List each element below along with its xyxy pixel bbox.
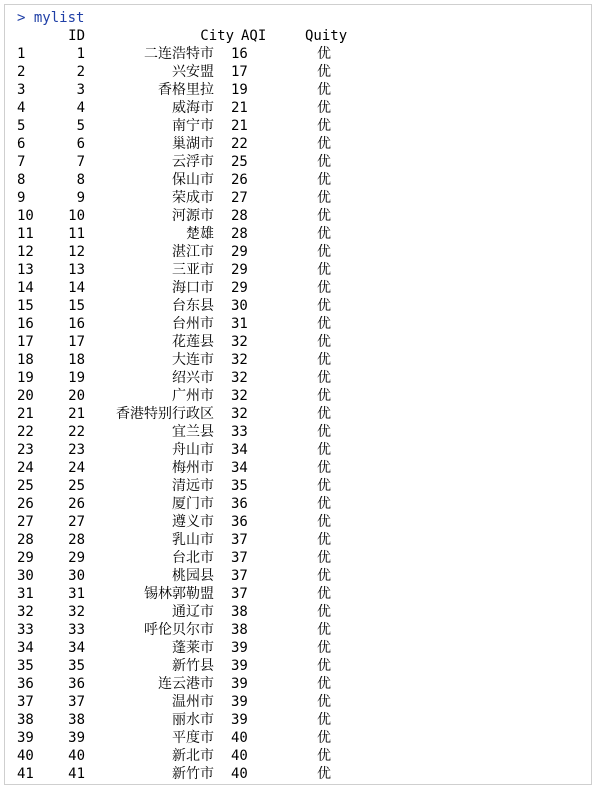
cell-quality: 优 [317,100,331,116]
row-number: 13 [17,262,34,278]
cell-id: 23 [68,442,85,458]
cell-quality: 优 [317,478,331,494]
cell-quality: 优 [317,676,331,692]
cell-city: 乳山市 [172,532,214,548]
table-row [5,81,591,99]
table-row [5,765,591,783]
table-row [5,585,591,603]
cell-aqi: 34 [231,460,248,476]
cell-quality: 优 [317,496,331,512]
cell-aqi: 40 [231,748,248,764]
cell-aqi: 32 [231,334,248,350]
cell-city: 香港特别行政区 [116,406,214,422]
cell-quality: 优 [317,514,331,530]
table-row [5,315,591,333]
row-number: 3 [17,82,26,98]
cell-id: 4 [76,100,85,116]
cell-aqi: 25 [231,154,248,170]
cell-aqi: 39 [231,676,248,692]
cell-id: 21 [68,406,85,422]
table-row [5,207,591,225]
cell-id: 32 [68,604,85,620]
cell-aqi: 37 [231,586,248,602]
table-row [5,297,591,315]
table-header [5,27,591,45]
row-number: 36 [17,676,34,692]
cell-city: 绍兴市 [172,370,214,386]
cell-city: 荣成市 [172,190,214,206]
cell-city: 清远市 [172,478,214,494]
cell-id: 40 [68,748,85,764]
cell-aqi: 40 [231,730,248,746]
cell-id: 7 [76,154,85,170]
cell-quality: 优 [317,298,331,314]
cell-quality: 优 [317,82,331,98]
cell-quality: 优 [317,766,331,782]
cell-quality: 优 [317,658,331,674]
cell-city: 巢湖市 [172,136,214,152]
cell-aqi: 30 [231,298,248,314]
cell-id: 10 [68,208,85,224]
row-number: 30 [17,568,34,584]
cell-aqi: 28 [231,226,248,242]
cell-city: 台州市 [172,316,214,332]
cell-aqi: 21 [231,118,248,134]
row-number: 25 [17,478,34,494]
cell-city: 广州市 [172,388,214,404]
row-number: 37 [17,694,34,710]
cell-quality: 优 [317,208,331,224]
row-number: 32 [17,604,34,620]
cell-id: 15 [68,298,85,314]
cell-id: 36 [68,676,85,692]
row-number: 15 [17,298,34,314]
cell-quality: 优 [317,712,331,728]
row-number: 5 [17,118,26,134]
cell-quality: 优 [317,460,331,476]
table-row [5,243,591,261]
cell-aqi: 39 [231,640,248,656]
cell-city: 锡林郭勒盟 [144,586,214,602]
row-number: 31 [17,586,34,602]
row-number: 41 [17,766,34,782]
row-number: 14 [17,280,34,296]
cell-quality: 优 [317,244,331,260]
row-number: 28 [17,532,34,548]
cell-city: 楚雄 [186,226,214,242]
cell-city: 新竹县 [172,658,214,674]
cell-quality: 优 [317,730,331,746]
cell-aqi: 40 [231,766,248,782]
table-row [5,405,591,423]
cell-city: 遵义市 [172,514,214,530]
cell-id: 25 [68,478,85,494]
cell-id: 22 [68,424,85,440]
cell-id: 33 [68,622,85,638]
cell-aqi: 32 [231,406,248,422]
table-row [5,225,591,243]
cell-aqi: 39 [231,712,248,728]
cell-quality: 优 [317,370,331,386]
command-line [17,9,84,27]
cell-id: 35 [68,658,85,674]
table-row [5,567,591,585]
cell-aqi: 29 [231,262,248,278]
cell-id: 1 [76,46,85,62]
cell-aqi: 26 [231,172,248,188]
row-number: 1 [17,46,26,62]
cell-aqi: 32 [231,370,248,386]
cell-id: 18 [68,352,85,368]
row-number: 40 [17,748,34,764]
cell-id: 30 [68,568,85,584]
cell-id: 19 [68,370,85,386]
cell-quality: 优 [317,154,331,170]
cell-city: 温州市 [172,694,214,710]
cell-id: 9 [76,190,85,206]
row-number: 17 [17,334,34,350]
table-row [5,621,591,639]
table-row [5,531,591,549]
cell-aqi: 37 [231,550,248,566]
table-row [5,171,591,189]
row-number: 9 [17,190,26,206]
cell-quality: 优 [317,118,331,134]
row-number: 39 [17,730,34,746]
cell-id: 34 [68,640,85,656]
table-row [5,153,591,171]
row-number: 18 [17,352,34,368]
row-number: 23 [17,442,34,458]
row-number: 4 [17,100,26,116]
table-row [5,333,591,351]
cell-city: 香格里拉 [158,82,214,98]
cell-quality: 优 [317,604,331,620]
cell-id: 8 [76,172,85,188]
cell-quality: 优 [317,190,331,206]
cell-aqi: 22 [231,136,248,152]
cell-id: 24 [68,460,85,476]
row-number: 8 [17,172,26,188]
table-row [5,513,591,531]
cell-city: 花莲县 [172,334,214,350]
table-row [5,657,591,675]
row-number: 29 [17,550,34,566]
cell-id: 29 [68,550,85,566]
cell-quality: 优 [317,136,331,152]
cell-quality: 优 [317,640,331,656]
cell-city: 云浮市 [172,154,214,170]
cell-id: 3 [76,82,85,98]
cell-aqi: 39 [231,694,248,710]
row-number: 27 [17,514,34,530]
cell-aqi: 32 [231,352,248,368]
cell-city: 梅州市 [172,460,214,476]
cell-city: 海口市 [172,280,214,296]
cell-quality: 优 [317,280,331,296]
row-number: 35 [17,658,34,674]
table-row [5,693,591,711]
cell-aqi: 37 [231,568,248,584]
cell-city: 二连浩特市 [144,46,214,62]
cell-city: 南宁市 [172,118,214,134]
cell-aqi: 36 [231,514,248,530]
cell-city: 桃园县 [172,568,214,584]
cell-id: 20 [68,388,85,404]
table-row [5,711,591,729]
cell-quality: 优 [317,442,331,458]
cell-id: 41 [68,766,85,782]
cell-id: 12 [68,244,85,260]
cell-quality: 优 [317,316,331,332]
table-row [5,45,591,63]
cell-aqi: 38 [231,622,248,638]
row-number: 24 [17,460,34,476]
cell-city: 台东县 [172,298,214,314]
cell-aqi: 21 [231,100,248,116]
cell-city: 蓬莱市 [172,640,214,656]
cell-quality: 优 [317,568,331,584]
cell-id: 13 [68,262,85,278]
cell-aqi: 31 [231,316,248,332]
cell-city: 新竹市 [172,766,214,782]
row-number: 22 [17,424,34,440]
table-row [5,639,591,657]
row-number: 7 [17,154,26,170]
table-row [5,369,591,387]
cell-quality: 优 [317,424,331,440]
cell-city: 舟山市 [172,442,214,458]
cell-aqi: 27 [231,190,248,206]
cell-city: 通辽市 [172,604,214,620]
row-number: 38 [17,712,34,728]
cell-aqi: 38 [231,604,248,620]
cell-id: 2 [76,64,85,80]
table-row [5,99,591,117]
row-number: 20 [17,388,34,404]
table-row [5,63,591,81]
table-row [5,729,591,747]
cell-city: 台北市 [172,550,214,566]
cell-quality: 优 [317,388,331,404]
row-number: 6 [17,136,26,152]
cell-city: 丽水市 [172,712,214,728]
command-text: mylist [33,10,85,26]
row-number: 34 [17,640,34,656]
cell-aqi: 16 [231,46,248,62]
row-number: 11 [17,226,34,242]
cell-aqi: 32 [231,388,248,404]
cell-id: 14 [68,280,85,296]
header-aqi: AQI [241,28,267,44]
row-number: 26 [17,496,34,512]
header-city: City [200,28,234,44]
cell-quality: 优 [317,622,331,638]
row-number: 21 [17,406,34,422]
cell-city: 厦门市 [172,496,214,512]
cell-city: 湛江市 [172,244,214,260]
cell-quality: 优 [317,46,331,62]
row-number: 10 [17,208,34,224]
cell-id: 38 [68,712,85,728]
table-row [5,495,591,513]
cell-id: 31 [68,586,85,602]
table-row [5,603,591,621]
row-number: 33 [17,622,34,638]
cell-quality: 优 [317,334,331,350]
cell-aqi: 29 [231,244,248,260]
table-row [5,747,591,765]
cell-id: 11 [68,226,85,242]
cell-aqi: 36 [231,496,248,512]
cell-city: 宜兰县 [172,424,214,440]
r-console[interactable] [4,4,592,785]
table-row [5,135,591,153]
cell-quality: 优 [317,172,331,188]
table-row [5,441,591,459]
cell-id: 5 [76,118,85,134]
table-row [5,477,591,495]
table-row [5,675,591,693]
cell-quality: 优 [317,532,331,548]
row-number: 2 [17,64,26,80]
cell-aqi: 35 [231,478,248,494]
header-quality: Quity [305,28,348,44]
row-number: 16 [17,316,34,332]
table-row [5,549,591,567]
cell-city: 保山市 [172,172,214,188]
row-number: 19 [17,370,34,386]
table-row [5,387,591,405]
cell-id: 28 [68,532,85,548]
table-row [5,423,591,441]
cell-id: 26 [68,496,85,512]
table-row [5,351,591,369]
cell-quality: 优 [317,550,331,566]
cell-aqi: 33 [231,424,248,440]
cell-quality: 优 [317,406,331,422]
table-row [5,279,591,297]
cell-city: 呼伦贝尔市 [144,622,214,638]
cell-city: 连云港市 [158,676,214,692]
cell-quality: 优 [317,748,331,764]
table-row [5,261,591,279]
cell-city: 威海市 [172,100,214,116]
table-row [5,117,591,135]
cell-aqi: 37 [231,532,248,548]
cell-city: 河源市 [172,208,214,224]
cell-id: 37 [68,694,85,710]
cell-id: 39 [68,730,85,746]
table-row [5,459,591,477]
cell-aqi: 29 [231,280,248,296]
cell-aqi: 17 [231,64,248,80]
cell-quality: 优 [317,586,331,602]
cell-quality: 优 [317,226,331,242]
cell-id: 27 [68,514,85,530]
table-row [5,189,591,207]
cell-aqi: 34 [231,442,248,458]
header-id: ID [68,28,85,44]
cell-aqi: 39 [231,658,248,674]
cell-id: 17 [68,334,85,350]
cell-quality: 优 [317,352,331,368]
cell-quality: 优 [317,262,331,278]
console-prompt: > [17,10,26,26]
cell-aqi: 19 [231,82,248,98]
cell-quality: 优 [317,64,331,80]
cell-city: 三亚市 [172,262,214,278]
cell-aqi: 28 [231,208,248,224]
row-number: 12 [17,244,34,260]
cell-city: 大连市 [172,352,214,368]
cell-city: 兴安盟 [172,64,214,80]
cell-city: 新北市 [172,748,214,764]
cell-id: 6 [76,136,85,152]
cell-city: 平度市 [172,730,214,746]
cell-id: 16 [68,316,85,332]
cell-quality: 优 [317,694,331,710]
